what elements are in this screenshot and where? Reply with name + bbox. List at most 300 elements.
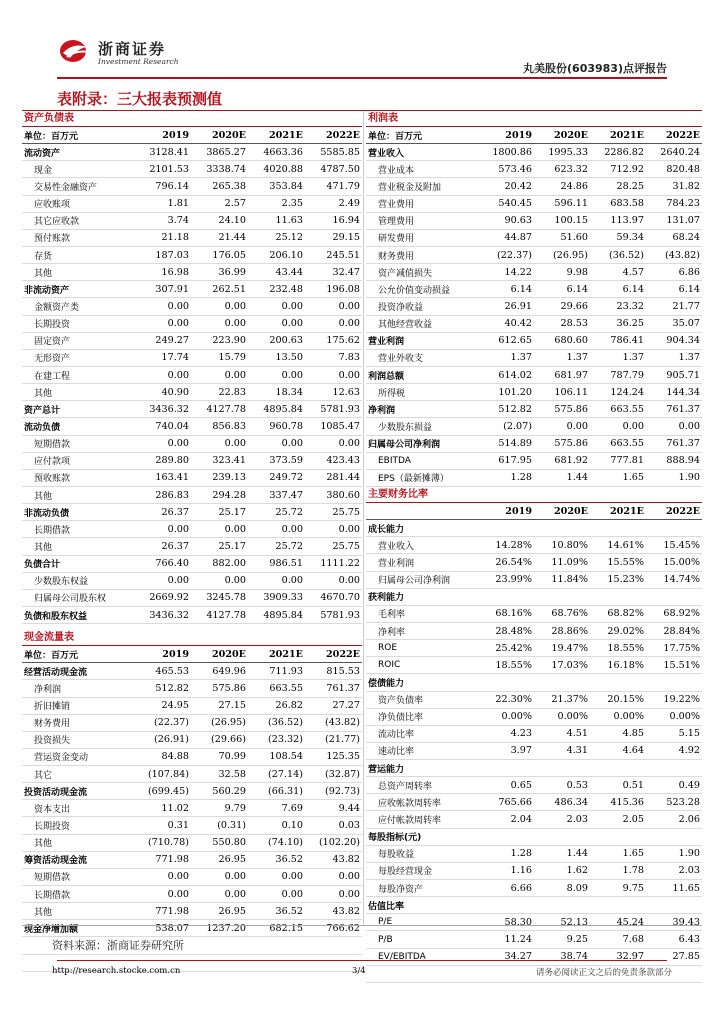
cell-value: 21.37%: [534, 691, 590, 708]
cell-value: (29.66): [191, 731, 248, 748]
row-label: 长期借款: [22, 521, 134, 538]
page-title: 表附录：三大报表预测值: [57, 90, 223, 108]
cell-value: [590, 897, 646, 914]
cell-value: 21.77: [646, 298, 702, 315]
cell-value: 1.81: [134, 195, 191, 212]
row-label: 在建工程: [22, 366, 134, 383]
source-divider: [22, 925, 702, 926]
cell-value: 144.34: [646, 384, 702, 401]
cell-value: 2.35: [248, 195, 305, 212]
logo-icon: [58, 38, 92, 64]
row-label: 获利能力: [366, 588, 478, 605]
cell-value: 1.16: [478, 862, 534, 879]
row-label: 流动资产: [22, 144, 134, 161]
cell-value: 0.53: [534, 777, 590, 794]
row-label: 应付帐款周转率: [366, 811, 478, 828]
cell-value: 17.74: [134, 349, 191, 366]
cell-value: 766.62: [305, 920, 362, 937]
year-header: 2022E: [646, 503, 702, 520]
cell-value: 9.75: [590, 880, 646, 897]
row-label: 现金净增加额: [22, 920, 134, 937]
cell-value: 307.91: [134, 281, 191, 298]
cell-value: 0.00: [191, 572, 248, 589]
year-header: 2019: [134, 646, 191, 663]
empty-cell: [305, 937, 362, 954]
cell-value: 3245.78: [191, 589, 248, 606]
table-row: [22, 418, 362, 435]
table-row: [366, 401, 702, 418]
right-column: [366, 111, 702, 983]
cell-value: 29.66: [534, 298, 590, 315]
table-row: [22, 868, 362, 885]
table-header-row: [366, 127, 702, 144]
cell-value: 262.51: [191, 281, 248, 298]
row-label: 营业利润: [366, 554, 478, 571]
row-label: 总资产周转率: [366, 777, 478, 794]
cell-value: [590, 520, 646, 537]
table-row: [22, 349, 362, 366]
cell-value: 0.00: [134, 366, 191, 383]
row-label: 预收账款: [22, 469, 134, 486]
table-row: [366, 742, 702, 759]
cell-value: 560.29: [191, 783, 248, 800]
cell-value: (107.84): [134, 766, 191, 783]
cell-value: 1.65: [590, 845, 646, 862]
cell-value: 765.66: [478, 794, 534, 811]
table-row: [366, 725, 702, 742]
table-row: [22, 144, 362, 161]
row-label: 营业收入: [366, 144, 478, 161]
cell-value: 100.15: [534, 212, 590, 229]
table-row: [22, 606, 362, 623]
cell-value: 5781.93: [305, 401, 362, 418]
row-label: 成长能力: [366, 520, 478, 537]
row-label: 筹资活动现金流: [22, 851, 134, 868]
cell-value: 294.28: [191, 486, 248, 503]
cell-value: 29.02%: [590, 622, 646, 639]
table-row: [366, 794, 702, 811]
footer-url[interactable]: http://research.stocke.com.cn: [52, 966, 181, 976]
cell-value: 888.94: [646, 452, 702, 469]
cell-value: 68.92%: [646, 605, 702, 622]
row-label: 应收帐款周转率: [366, 794, 478, 811]
cell-value: 1.62: [534, 862, 590, 879]
cell-value: 27.27: [305, 697, 362, 714]
row-label: 所得税: [366, 384, 478, 401]
cell-value: 14.22: [478, 264, 534, 281]
cell-value: 0.00: [191, 298, 248, 315]
cell-value: 84.88: [134, 748, 191, 765]
empty-cell: [366, 965, 478, 982]
cell-value: 27.85: [646, 948, 702, 965]
logo-subtext: Investment Research: [98, 57, 179, 66]
table-row: [366, 349, 702, 366]
row-label: 财务费用: [22, 714, 134, 731]
cell-value: 15.79: [191, 349, 248, 366]
row-label: 净利润: [366, 401, 478, 418]
cell-value: 573.46: [478, 161, 534, 178]
row-label: 公允价值变动损益: [366, 281, 478, 298]
table-row: [366, 469, 702, 486]
row-label: 经营活动现金流: [22, 663, 134, 680]
cell-value: 289.80: [134, 452, 191, 469]
row-label: 每股收益: [366, 845, 478, 862]
cell-value: 0.00: [248, 315, 305, 332]
cell-value: 176.05: [191, 246, 248, 263]
row-label: 非流动资产: [22, 281, 134, 298]
cell-value: 19.22%: [646, 691, 702, 708]
cell-value: [646, 588, 702, 605]
cell-value: 11.65: [646, 880, 702, 897]
balance-sheet-title: 资产负债表: [22, 111, 362, 127]
table-row: [22, 834, 362, 851]
cell-value: 0.00: [305, 315, 362, 332]
table-row: [22, 663, 362, 680]
cell-value: 6.66: [478, 880, 534, 897]
cell-value: 0.00: [305, 435, 362, 452]
table-row: [366, 366, 702, 383]
cell-value: 22.30%: [478, 691, 534, 708]
cell-value: 761.37: [305, 680, 362, 697]
cell-value: (43.82): [305, 714, 362, 731]
cell-value: 5.15: [646, 725, 702, 742]
cell-value: 108.54: [248, 748, 305, 765]
row-label: 少数股东权益: [22, 572, 134, 589]
cell-value: 0.00: [191, 366, 248, 383]
cash-flow-title: 现金流量表: [22, 630, 362, 646]
cell-value: 52.13: [534, 914, 590, 931]
cell-value: 38.74: [534, 948, 590, 965]
table-row: [22, 281, 362, 298]
table-row: [366, 229, 702, 246]
cell-value: 8.09: [534, 880, 590, 897]
cell-value: 0.00: [134, 886, 191, 903]
year-header: 2020E: [534, 503, 590, 520]
table-row: [22, 178, 362, 195]
cell-value: 265.38: [191, 178, 248, 195]
cell-value: 0.00: [134, 572, 191, 589]
cell-value: 471.79: [305, 178, 362, 195]
row-label: 资产总计: [22, 401, 134, 418]
cell-value: [534, 897, 590, 914]
cell-value: 0.00: [305, 572, 362, 589]
cell-value: 0.00: [191, 868, 248, 885]
table-row: [22, 521, 362, 538]
table-row: [22, 504, 362, 521]
cell-value: 0.00: [248, 298, 305, 315]
cell-value: 4127.78: [191, 401, 248, 418]
cell-value: 25.17: [191, 538, 248, 555]
cell-value: 28.48%: [478, 622, 534, 639]
row-label: 营运能力: [366, 760, 478, 777]
cell-value: 175.62: [305, 332, 362, 349]
row-label: 投资损失: [22, 731, 134, 748]
cell-value: 34.27: [478, 948, 534, 965]
cell-value: 68.24: [646, 229, 702, 246]
cell-value: 0.10: [248, 817, 305, 834]
cell-value: 512.82: [134, 680, 191, 697]
cell-value: 1.28: [478, 845, 534, 862]
cell-value: [646, 897, 702, 914]
cell-value: [590, 828, 646, 845]
row-label: 营业费用: [366, 195, 478, 212]
cell-value: 90.63: [478, 212, 534, 229]
cell-value: (26.95): [191, 714, 248, 731]
row-label: EBITDA: [366, 452, 478, 469]
cell-value: 373.59: [248, 452, 305, 469]
cell-value: 2101.53: [134, 161, 191, 178]
cell-value: 245.51: [305, 246, 362, 263]
cell-value: 4.64: [590, 742, 646, 759]
row-label: ROIC: [366, 657, 478, 674]
cell-value: 2669.92: [134, 589, 191, 606]
table-row: [22, 555, 362, 572]
column-divider: [363, 111, 364, 926]
cell-value: 6.14: [478, 281, 534, 298]
cell-value: 680.60: [534, 332, 590, 349]
cell-value: [478, 674, 534, 691]
table-row: [22, 680, 362, 697]
cell-value: [590, 760, 646, 777]
cell-value: 882.00: [191, 555, 248, 572]
cell-value: 380.60: [305, 486, 362, 503]
cell-value: 15.00%: [646, 554, 702, 571]
table-row: [366, 384, 702, 401]
cell-value: (2.07): [478, 418, 534, 435]
cell-value: 9.98: [534, 264, 590, 281]
cell-value: 25.17: [191, 504, 248, 521]
cell-value: 0.03: [305, 817, 362, 834]
row-label: ROE: [366, 640, 478, 657]
income-statement-title: 利润表: [366, 111, 702, 127]
cell-value: 6.14: [646, 281, 702, 298]
cell-value: 1.37: [478, 349, 534, 366]
row-label: 无形资产: [22, 349, 134, 366]
cell-value: (36.52): [248, 714, 305, 731]
table-row: [22, 903, 362, 920]
cell-value: 2286.82: [590, 144, 646, 161]
row-label: 每股净资产: [366, 880, 478, 897]
cell-value: 124.24: [590, 384, 646, 401]
cell-value: 0.00: [191, 315, 248, 332]
cell-value: 4.92: [646, 742, 702, 759]
row-label: 交易性金融资产: [22, 178, 134, 195]
row-label: 其他: [22, 903, 134, 920]
cell-value: 0.00: [305, 521, 362, 538]
cell-value: 206.10: [248, 246, 305, 263]
cell-value: (699.45): [134, 783, 191, 800]
cell-value: 0.65: [478, 777, 534, 794]
cell-value: 614.02: [478, 366, 534, 383]
cell-value: 249.27: [134, 332, 191, 349]
cell-value: 649.96: [191, 663, 248, 680]
cell-value: 3436.32: [134, 606, 191, 623]
cell-value: 0.00: [248, 572, 305, 589]
table-row: [22, 766, 362, 783]
table-row: [366, 811, 702, 828]
row-label: 存货: [22, 246, 134, 263]
table-row: [22, 212, 362, 229]
table-row: [22, 229, 362, 246]
table-row: [366, 246, 702, 263]
cell-value: (26.95): [534, 246, 590, 263]
table-row: [22, 452, 362, 469]
table-row: [366, 537, 702, 554]
cell-value: 0.00: [534, 418, 590, 435]
cell-value: 0.00: [191, 435, 248, 452]
cell-value: 1.28: [478, 469, 534, 486]
table-row: [22, 315, 362, 332]
table-row: [22, 264, 362, 281]
cell-value: 575.86: [191, 680, 248, 697]
cell-value: 281.44: [305, 469, 362, 486]
cell-value: 4020.88: [248, 161, 305, 178]
cell-value: 1.37: [646, 349, 702, 366]
year-header: 2019: [478, 127, 534, 144]
row-label: 应付款项: [22, 452, 134, 469]
source-note: 资料来源：浙商证券研究所: [52, 939, 184, 952]
cell-value: 787.79: [590, 366, 646, 383]
cell-value: 26.95: [191, 903, 248, 920]
cell-value: [478, 588, 534, 605]
cell-value: 3.74: [134, 212, 191, 229]
cell-value: 6.14: [590, 281, 646, 298]
row-label: 短期借款: [22, 435, 134, 452]
cell-value: [646, 674, 702, 691]
cell-value: 43.82: [305, 851, 362, 868]
cell-value: 0.00%: [646, 708, 702, 725]
cell-value: 32.97: [590, 948, 646, 965]
row-label: 营业成本: [366, 161, 478, 178]
cell-value: 4663.36: [248, 144, 305, 161]
table-row: [366, 452, 702, 469]
cell-value: 7.68: [590, 931, 646, 948]
cell-value: (22.37): [478, 246, 534, 263]
table-row: [22, 714, 362, 731]
page-number: 3/4: [352, 966, 366, 976]
cell-value: 26.82: [248, 697, 305, 714]
row-label: 估值比率: [366, 897, 478, 914]
cell-value: 6.14: [534, 281, 590, 298]
cell-value: 0.00: [134, 435, 191, 452]
cell-value: 0.00: [248, 886, 305, 903]
cell-value: 0.49: [646, 777, 702, 794]
cell-value: 986.51: [248, 555, 305, 572]
cell-value: 761.37: [646, 435, 702, 452]
row-label: 归属母公司净利润: [366, 435, 478, 452]
cell-value: [534, 520, 590, 537]
cell-value: 26.37: [134, 504, 191, 521]
cell-value: 131.07: [646, 212, 702, 229]
table-header-row: [22, 646, 362, 663]
row-label: 毛利率: [366, 605, 478, 622]
cell-value: 31.82: [646, 178, 702, 195]
cell-value: 815.53: [305, 663, 362, 680]
row-label: 净利率: [366, 622, 478, 639]
table-row: [22, 817, 362, 834]
left-column: [22, 111, 362, 972]
cell-value: 617.95: [478, 452, 534, 469]
cell-value: 1.44: [534, 845, 590, 862]
table-row: [22, 384, 362, 401]
cell-value: 0.00: [305, 868, 362, 885]
cell-value: 11.02: [134, 800, 191, 817]
cell-value: 681.97: [534, 366, 590, 383]
cell-value: 28.25: [590, 178, 646, 195]
cell-value: 514.89: [478, 435, 534, 452]
cell-value: [534, 674, 590, 691]
cell-value: 113.97: [590, 212, 646, 229]
cell-value: 663.55: [590, 435, 646, 452]
cell-value: (43.82): [646, 246, 702, 263]
cell-value: 68.16%: [478, 605, 534, 622]
cell-value: 2640.24: [646, 144, 702, 161]
row-label: 折旧摊销: [22, 697, 134, 714]
table-row: [22, 697, 362, 714]
table-row: [22, 538, 362, 555]
table-row: [22, 298, 362, 315]
cell-value: 784.23: [646, 195, 702, 212]
cell-value: 415.36: [590, 794, 646, 811]
cell-value: 786.41: [590, 332, 646, 349]
table-row: [366, 264, 702, 281]
cell-value: 766.40: [134, 555, 191, 572]
cell-value: 0.31: [134, 817, 191, 834]
cell-value: 43.44: [248, 264, 305, 281]
table-row: [22, 731, 362, 748]
cell-value: 36.52: [248, 903, 305, 920]
cell-value: 0.00%: [478, 708, 534, 725]
table-row: [22, 486, 362, 503]
unit-label: 单位：百万元: [22, 127, 134, 144]
cell-value: [534, 588, 590, 605]
table-row: [366, 520, 702, 537]
table-row: [366, 828, 702, 845]
cell-value: 0.00: [305, 298, 362, 315]
cell-value: 19.47%: [534, 640, 590, 657]
cell-value: 15.55%: [590, 554, 646, 571]
table-row: [366, 760, 702, 777]
cell-value: 4670.70: [305, 589, 362, 606]
cell-value: 11.24: [478, 931, 534, 948]
year-header: 2019: [478, 503, 534, 520]
row-label: 速动比率: [366, 742, 478, 759]
table-row: [366, 931, 702, 948]
cell-value: 820.48: [646, 161, 702, 178]
cell-value: 106.11: [534, 384, 590, 401]
cell-value: 1995.33: [534, 144, 590, 161]
income-statement-table: [366, 127, 702, 487]
unit-label: 单位：百万元: [366, 127, 478, 144]
cell-value: 1.37: [534, 349, 590, 366]
cell-value: 39.43: [646, 914, 702, 931]
cell-value: 1111.22: [305, 555, 362, 572]
row-label: 资产负债率: [366, 691, 478, 708]
unit-label: 单位：百万元: [22, 646, 134, 663]
cell-value: 2.04: [478, 811, 534, 828]
cell-value: 196.08: [305, 281, 362, 298]
cell-value: 9.25: [534, 931, 590, 948]
cell-value: 28.53: [534, 315, 590, 332]
cell-value: 24.86: [534, 178, 590, 195]
cell-value: 6.86: [646, 264, 702, 281]
cell-value: 14.28%: [478, 537, 534, 554]
cell-value: 0.00: [305, 886, 362, 903]
cell-value: (92.73): [305, 783, 362, 800]
cell-value: 740.04: [134, 418, 191, 435]
cell-value: 40.42: [478, 315, 534, 332]
row-label: 金额资产类: [22, 298, 134, 315]
